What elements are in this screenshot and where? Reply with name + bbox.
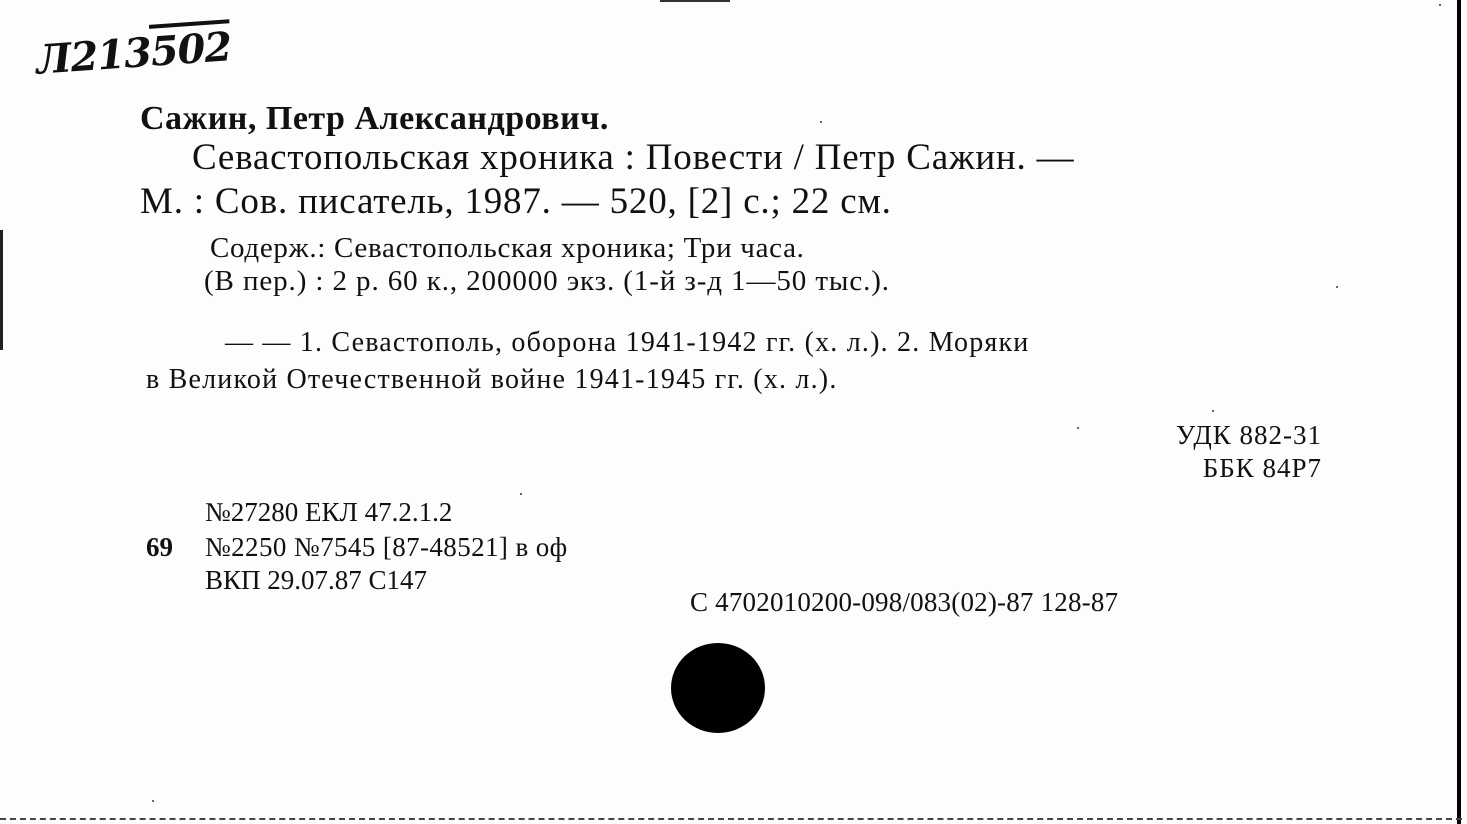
record-prefix: 69 bbox=[146, 532, 173, 562]
udk-index: УДК 882-31 bbox=[1175, 420, 1322, 450]
card-bottom-edge bbox=[0, 818, 1462, 820]
speck bbox=[152, 800, 154, 802]
card-top-mark bbox=[660, 0, 730, 2]
shelfmark-code: Л213 bbox=[34, 28, 153, 84]
speck bbox=[520, 493, 522, 495]
card-left-edge bbox=[0, 230, 3, 350]
speck bbox=[1077, 427, 1079, 429]
card-right-edge bbox=[1457, 0, 1461, 824]
speck bbox=[820, 121, 822, 123]
subjects-line-1: — — 1. Севастополь, оборона 1941-1942 гг. (х. л.). 2. Моряки bbox=[225, 327, 1030, 358]
record-line-3: ВКП 29.07.87 С147 bbox=[205, 565, 428, 595]
title-line-2: М. : Сов. писатель, 1987. — 520, [2] с.; 22 см. bbox=[140, 181, 892, 222]
punch-hole bbox=[671, 643, 765, 733]
record-line-1: №27280 ЕКЛ 47.2.1.2 bbox=[205, 497, 453, 527]
handwritten-shelfmark bbox=[35, 23, 233, 84]
speck bbox=[1212, 410, 1214, 412]
contents-note: Содерж.: Севастопольская хроника; Три часа. bbox=[210, 232, 805, 264]
bbk-index: ББК 84Р7 bbox=[1202, 453, 1322, 483]
author-heading: Сажин, Петр Александрович. bbox=[140, 100, 609, 137]
speck bbox=[1336, 286, 1338, 288]
record-line-2: №2250 №7545 [87-48521] в оф bbox=[205, 532, 568, 562]
title-line-1: Севастопольская хроника : Повести / Петр Сажин. — bbox=[192, 137, 1075, 178]
catalog-code: С 4702010200-098/083(02)-87 128-87 bbox=[690, 587, 1119, 617]
price-note: (В пер.) : 2 р. 60 к., 200000 экз. (1-й з-д 1—50 тыс.). bbox=[204, 265, 890, 297]
subjects-line-2: в Великой Отечественной войне 1941-1945 гг. (х. л.). bbox=[146, 364, 838, 395]
speck bbox=[1439, 4, 1441, 6]
shelfmark-number: 502 bbox=[149, 23, 233, 76]
